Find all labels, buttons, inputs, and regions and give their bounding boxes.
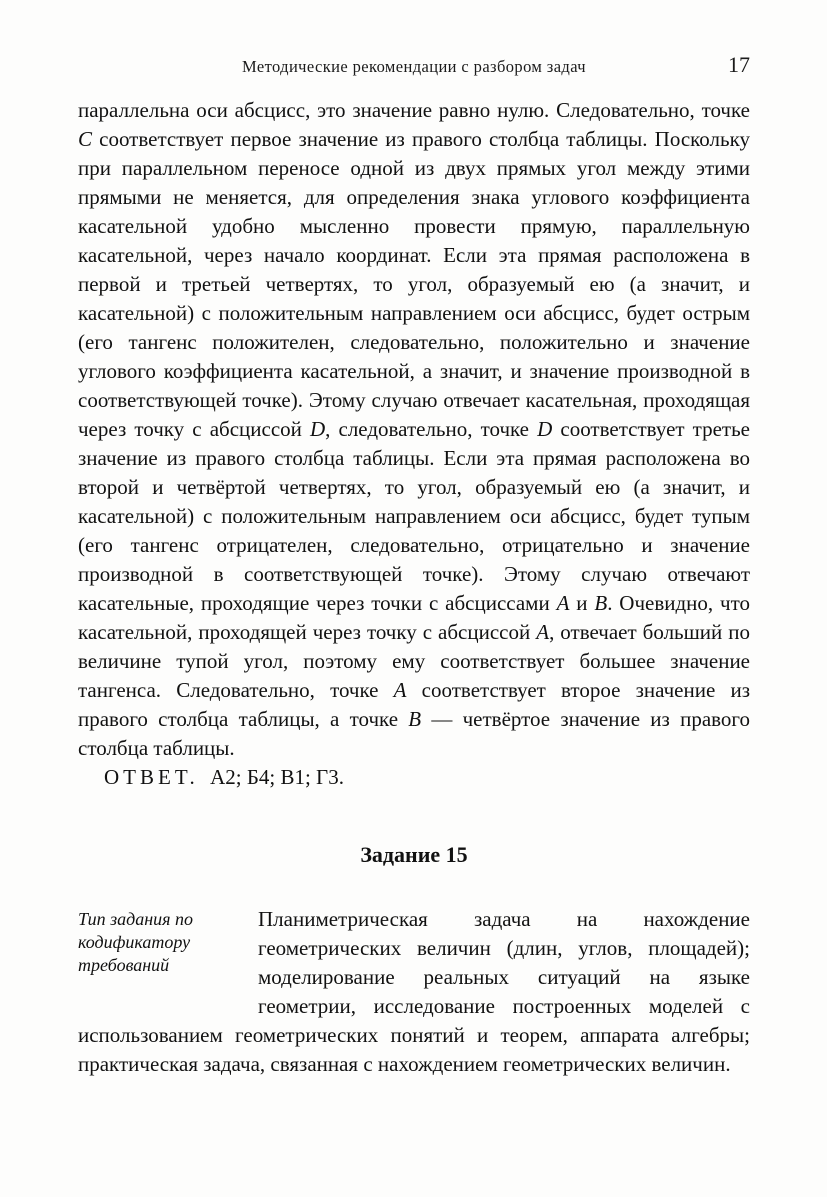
task-heading: Задание 15 [360,842,468,867]
text-block [78,96,750,1079]
answer-line [78,763,750,792]
running-title: Методические рекомендации с разбором задач [242,57,586,76]
answer-text: А2; Б4; В1; Г3. [210,765,344,789]
page-header [78,52,750,78]
task-description: Планиметрическая задача на нахождение геометрических величин (длин, углов, площадей); моделирование реальных ситуаций на языке геометрии, исследование построенных моделей с использованием геометрических понятий и теорем, аппарата алгебры; практическая задача, связанная с нахождением геометрических величин. [78,907,750,1076]
page-number: 17 [728,52,750,77]
solution-paragraph: параллельна оси абсцисс, это значение равно нулю. Следовательно, точке C соответствует первое значение из правого столбца таблицы. Поскольку при параллельном переносе одной из двух прямых угол между этими прямыми не меняется, для определения знака углового коэффициента касательной удобно мысленно провести прямую, параллельную касательной, через начало координат. Если эта прямая расположена в первой и третьей четвертях, то угол, образуемый ею (а значит, и касательной) с положительным направлением оси абсцисс, будет острым (его тангенс положителен, следовательно, положительно и значение углового коэффициента касательной, а значит, и значение производной в соответствующей точке). Этому случаю отвечает касательная, проходящая через точку с абсциссой D, следовательно, точке D соответствует третье значение из правого столбца таблицы. Если эта прямая расположена во второй и четвёртой четвертях, то угол, образуемый ею (а значит, и касательной) с положительным направлением оси абсцисс, будет тупым (его тангенс отрицателен, следовательно, отрицательно и значение производной в соответствующей точке). Этому случаю отвечают касательные, проходящие через точки с абсциссами A и B. Очевидно, что касательной, проходящей через точку с абсциссой A, отвечает больший по величине тупой угол, поэтому ему соответствует большее значение тангенса. Следовательно, точке A соответствует второе значение из правого столбца таблицы, а точке B — четвёртое значение из правого столбца таблицы. [78,98,750,760]
task-section [78,905,750,1079]
margin-note: Тип задания по кодификатору требований [78,909,194,975]
answer-label: ОТВЕТ. [104,765,199,789]
